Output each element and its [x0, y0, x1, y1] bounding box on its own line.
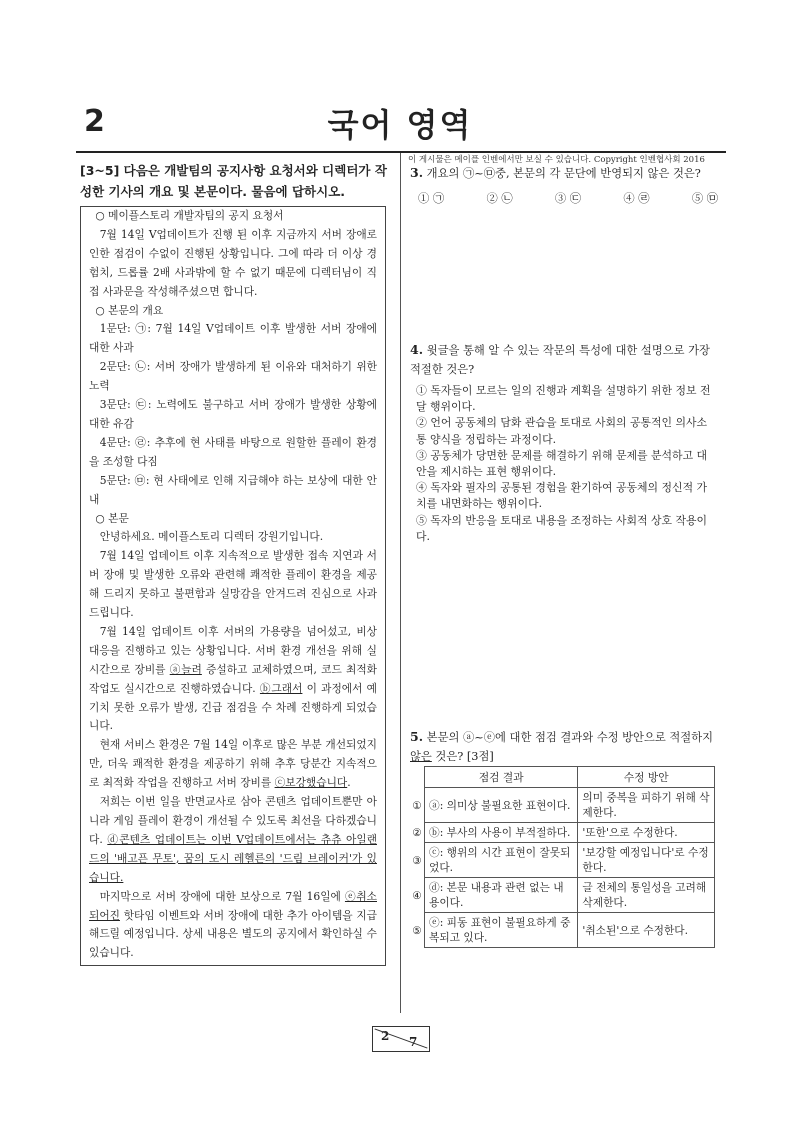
- table-row[interactable]: [410, 823, 715, 843]
- question-number: 4.: [410, 342, 424, 357]
- choice-2[interactable]: ② ㉡: [486, 192, 513, 205]
- row-number: ①: [410, 788, 425, 823]
- text-run: 핫타임 이벤트와 서버 장애에 대한 추가 아이템을 지급해드릴 예정입니다. 상세 내용은 별도의 공지에서 확인하실 수 있습니다.: [89, 908, 377, 960]
- question-4: [410, 340, 720, 379]
- result-cell: ⓓ: 본문 내용과 관련 없는 내용이다.: [425, 878, 578, 913]
- text-run: 7월 14일 업데이트 이후 서버의 가용량을 넘어섰고, 비상 대응을 진행하고 있는 상황입니다. 서버 환경 개선을 위해 실시간으로 장비를: [89, 624, 377, 676]
- result-cell: ⓒ: 행위의 시간 표현이 잘못되었다.: [425, 843, 578, 878]
- choice-1[interactable]: ① ㉠: [418, 192, 445, 205]
- text-run: 이 과정에서 예기치 못한 오류가 발생, 긴급 점검을 수 차례 진행하게 되었습니다.: [89, 681, 378, 733]
- question-number: 5.: [410, 729, 424, 744]
- marked-d: ⓓ콘텐츠 업데이트는 이번 V업데이트에서는 츄츄 아일랜드의 '배고픈 무토', 꿈의 도시 레헬른의 '드림 브레이커'가 있습니다.: [89, 832, 377, 884]
- marked-a: ⓐ늘려: [169, 662, 202, 676]
- question-5: [410, 727, 720, 766]
- column-header-result: 점검 결과: [425, 767, 578, 788]
- outline-item: 2문단: ㉡: 서버 장애가 발생하게 된 이유와 대처하기 위한 노력: [89, 360, 377, 393]
- row-number: ⑤: [410, 913, 425, 948]
- passage-paragraph: [89, 793, 377, 888]
- table-row[interactable]: [410, 913, 715, 948]
- option-5[interactable]: ⑤ 독자의 반응을 토대로 내용을 조정하는 사회적 상호 작용이다.: [416, 513, 708, 543]
- row-number: ④: [410, 878, 425, 913]
- fix-cell: '보강할 예정입니다'로 수정한다.: [578, 843, 715, 878]
- question-5-table: [410, 766, 715, 948]
- marked-b: ⓑ그래서: [259, 681, 303, 695]
- choice-3[interactable]: ③ ㉢: [554, 192, 582, 205]
- text-run: 증설하고 교체하였으며, 코드 최적화 작업도 실시간으로 진행하였습니다.: [89, 662, 377, 695]
- result-cell: ⓐ: 의미상 불필요한 표현이다.: [425, 788, 578, 823]
- passage-paragraph: [89, 623, 377, 736]
- result-cell: ⓑ: 부사의 사용이 부적절하다.: [425, 823, 578, 843]
- option-3[interactable]: ③ 공동체가 당면한 문제를 해결하기 위해 문제를 분석하고 대안을 제시하는 표현 행위이다.: [416, 448, 708, 479]
- marked-e: ⓔ취소되어진: [89, 889, 377, 922]
- page-indicator: [372, 1026, 430, 1052]
- question-3-choices: [418, 190, 718, 206]
- text-run: .: [347, 776, 351, 790]
- passage-paragraph: 안녕하세요. 메이플스토리 디렉터 강원기입니다.: [99, 530, 324, 544]
- question-text: 윗글을 통해 알 수 있는 작문의 특성에 대한 설명으로 가장 적절한 것은?: [410, 344, 710, 376]
- text-run: 현재 서비스 환경은 7월 14일 이후로 많은 부분 개선되었지만, 더욱 쾌적한 환경을 제공하기 위해 추후 당분간 지속적으로 최적화 작업을 진행하고 서버 장비를: [89, 738, 377, 790]
- column-header-fix: 수정 방안: [578, 767, 715, 788]
- row-number: ③: [410, 843, 425, 878]
- fix-cell: 의미 중복을 피하기 위해 삭제한다.: [578, 788, 715, 823]
- outline-item: 4문단: ㉣: 추후에 현 사태를 바탕으로 원할한 플레이 환경을 조성할 다짐: [89, 435, 377, 468]
- page-number: 2: [84, 104, 105, 139]
- subject-title: 국어 영역: [327, 106, 473, 144]
- fix-cell: '취소된'으로 수정한다.: [578, 913, 715, 948]
- fix-cell: '또한'으로 수정한다.: [578, 823, 715, 843]
- question-4-options: [416, 383, 716, 545]
- question-text: 것은? [3점]: [431, 750, 494, 763]
- outline-item: 5문단: ㉤: 현 사태에로 인해 지급해야 하는 보상에 대한 안내: [89, 473, 377, 506]
- passage-paragraph: [89, 888, 377, 964]
- header-spacer: [410, 767, 425, 788]
- choice-4[interactable]: ④ ㉣: [623, 192, 650, 205]
- passage-paragraph: [89, 736, 377, 793]
- passage-heading-body: ○ 본문: [95, 511, 129, 525]
- passage-box: [80, 206, 386, 966]
- option-4[interactable]: ④ 독자와 필자의 공통된 경험을 환기하여 공동체의 정신적 가치를 내면화하는 행위이다.: [416, 481, 708, 511]
- table-row[interactable]: [410, 843, 715, 878]
- option-1[interactable]: ① 독자들이 모르는 일의 진행과 계획을 설명하기 위한 정보 전달 행위이다.: [416, 384, 711, 414]
- passage-heading-request: ○ 메이플스토리 개발자팀의 공지 요청서: [95, 209, 284, 222]
- result-cell: ⓔ: 피동 표현이 불필요하게 중복되고 있다.: [425, 913, 578, 948]
- passage-paragraph: 7월 14일 V업데이트가 진행 된 이후 지금까지 서버 장애로 인한 점검이 수없이 진행된 상황입니다. 그에 따라 더 이상 경험치, 드롭률 2배 사과밖에 할 수 없기 때문에 디렉터님이 직접 사과문을 작성해주셨으면 합니다.: [89, 227, 377, 298]
- choice-5[interactable]: ⑤ ㉤: [691, 192, 718, 205]
- text-run: 저희는 이번 일을 반면교사로 삼아 콘텐츠 업데이트뿐만 아니라 게임 플레이 환경이 개선될 수 있도록 최선을 다하겠습니다.: [89, 795, 377, 846]
- fix-cell: 글 전체의 통일성을 고려해 삭제한다.: [578, 878, 715, 913]
- total-pages: 7: [409, 1035, 418, 1049]
- text-run: 마지막으로 서버 장애에 대한 보상으로 7월 16일에: [99, 889, 345, 903]
- table-row[interactable]: [410, 788, 715, 823]
- copyright-watermark: 이 게시물은 메이플 인벤에서만 보실 수 있습니다. Copyright 인벤협사회 2016: [408, 155, 705, 165]
- question-number: 3.: [410, 165, 424, 180]
- question-text: 개요의 ㉠~㉤중, 본문의 각 문단에 반영되지 않은 것은?: [426, 167, 701, 180]
- question-emphasis: 않은: [410, 750, 432, 763]
- outline-item: 3문단: ㉢: 노력에도 불구하고 서버 장애가 발생한 상황에 대한 유감: [89, 398, 377, 430]
- current-page: 2: [381, 1029, 390, 1043]
- passage-paragraph: 7월 14일 업데이트 이후 지속적으로 발생한 접속 지연과 서버 장애 및 발생한 오류와 관련해 쾌적한 플레이 환경을 제공해 드리지 못하고 불편함과 실망감을 안겨드려 진심으로 사과 드립니다.: [89, 549, 377, 620]
- passage-heading-outline: ○ 본문의 개요: [95, 303, 164, 317]
- question-3: [410, 163, 720, 183]
- outline-item: 1문단: ㉠: 7월 14일 V업데이트 이후 발생한 서버 장애에 대한 사과: [89, 322, 377, 355]
- question-instruction: [3~5] 다음은 개발팀의 공지사항 요청서와 디렉터가 작성한 기사의 개요 및 본문이다. 물음에 답하시오.: [80, 163, 387, 199]
- row-number: ②: [410, 823, 425, 843]
- question-text: 본문의 ⓐ~ⓔ에 대한 점검 결과와 수정 방안으로 적절하지: [426, 731, 714, 744]
- column-divider: [400, 153, 401, 1013]
- option-2[interactable]: ② 언어 공동체의 담화 관습을 토대로 사회의 공통적인 의사소통 양식을 정립하는 과정이다.: [416, 416, 708, 446]
- marked-c: ⓒ보강했습니다: [274, 776, 348, 790]
- table-row[interactable]: [410, 878, 715, 913]
